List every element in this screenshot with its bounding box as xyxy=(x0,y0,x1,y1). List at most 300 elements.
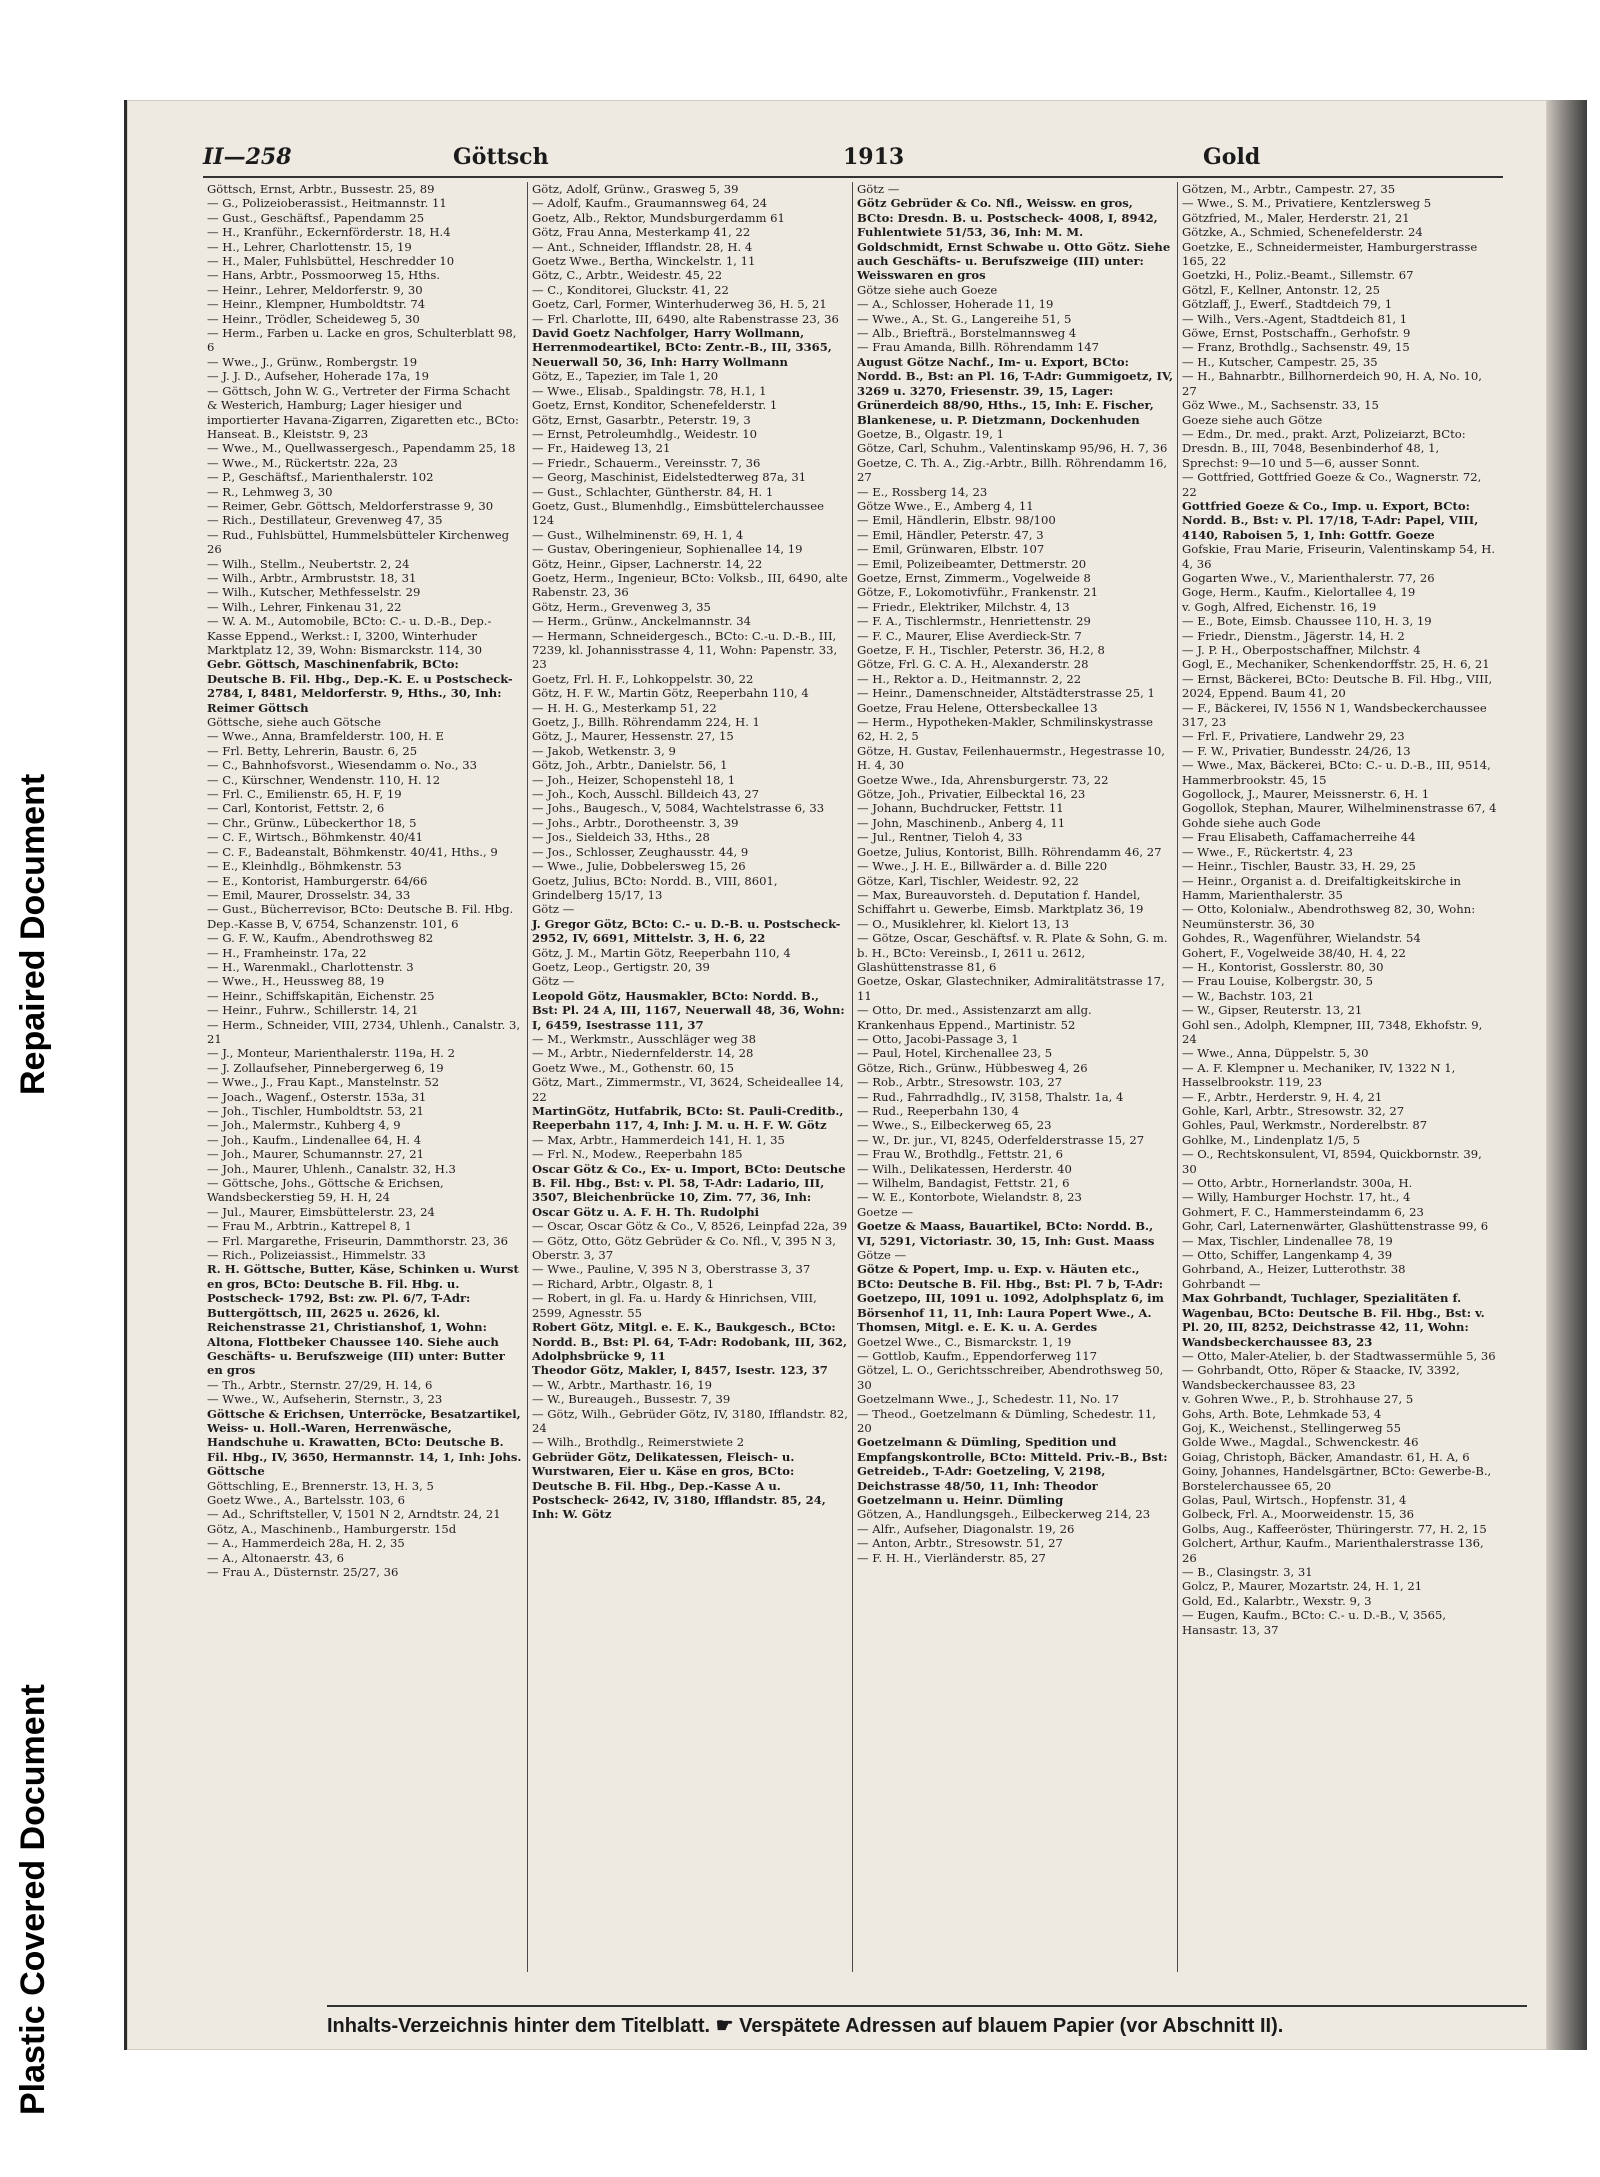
directory-entry: Goetz Wwe., M., Gothenstr. 60, 15 xyxy=(532,1060,735,1075)
directory-entry: Göttsche & Erichsen, Unterröcke, Besatzartikel, Weiss- u. Holl.-Waren, Herrenwäsche, Handschuhe u. Krawatten, BCto: Deutsche B. Fil. Hbg., IV, 3650, Hermannstr. 14, 1, Inh: Johs. Göttsche xyxy=(207,1406,522,1479)
directory-entry: Goetze, Julius, Kontorist, Billh. Röhrendamm 46, 27 xyxy=(857,844,1162,859)
directory-entry: — Friedr., Schauerm., Vereinsstr. 7, 36 xyxy=(532,455,761,470)
directory-entry: — Joh., Heizer, Schopenstehl 18, 1 xyxy=(532,772,736,787)
directory-entry: — Wwe., J., Frau Kapt., Manstelnstr. 52 xyxy=(207,1075,440,1090)
directory-entry: — Götz, Wilh., Gebrüder Götz, IV, 3180, Ifflandstr. 82, 24 xyxy=(532,1406,848,1435)
directory-entry: — Rich., Polizeiassist., Himmelstr. 33 xyxy=(207,1248,426,1263)
directory-entry: — M., Werkmstr., Ausschläger weg 38 xyxy=(532,1031,757,1046)
directory-entry: — Johs., Arbtr., Dorotheenstr. 3, 39 xyxy=(532,815,739,830)
directory-entry: — G., Polizeioberassist., Heitmannstr. 11 xyxy=(207,196,447,211)
directory-entry: — Joh., Maurer, Uhlenh., Canalstr. 32, H.3 xyxy=(207,1161,456,1176)
directory-entry: Goetzelmann & Dümling, Spedition und Empfangskontrolle, BCto: Mitteld. Priv.-B., Bst: Getreideb., T-Adr: Goetzeling, V, 2198, Deichstrasse 48/50, 11, Inh: Theodor Goetzelmann u. Heinr. Dümling xyxy=(857,1435,1168,1507)
directory-entry: Götz, J., Maurer, Hessenstr. 27, 15 xyxy=(532,729,734,744)
directory-entry: — Joh., Koch, Ausschl. Billdeich 43, 27 xyxy=(532,787,760,802)
directory-entry: — Jos., Schlosser, Zeughausstr. 44, 9 xyxy=(532,844,749,859)
directory-entry: — Heinr., Fuhrw., Schillerstr. 14, 21 xyxy=(207,1003,419,1018)
directory-entry: — H., Rektor a. D., Heitmannstr. 2, 22 xyxy=(857,671,1082,686)
directory-entry: Götz, A., Maschinenb., Hamburgerstr. 15d xyxy=(207,1521,457,1536)
directory-entry: — F., Bäckerei, IV, 1556 N 1, Wandsbeckerchaussee 317, 23 xyxy=(1182,700,1487,730)
directory-entry: Götz, C., Arbtr., Weidestr. 45, 22 xyxy=(532,268,723,283)
directory-entry: Götze, F., Lokomotivführ., Frankenstr. 21 xyxy=(857,585,1098,600)
directory-entry: — Ernst, Bäckerei, BCto: Deutsche B. Fil. Hbg., VIII, 2024, Eppend. Baum 41, 20 xyxy=(1182,671,1493,701)
directory-entry: Golas, Paul, Wirtsch., Hopfenstr. 31, 4 xyxy=(1182,1492,1407,1507)
directory-entry: Gohl sen., Adolph, Klempner, III, 7348, Ekhofstr. 9, 24 xyxy=(1182,1017,1483,1046)
directory-entry: — F., Arbtr., Herderstr. 9, H. 4, 21 xyxy=(1182,1089,1383,1104)
directory-entry: — Wwe., Pauline, V, 395 N 3, Oberstrasse 3, 37 xyxy=(532,1262,811,1277)
directory-entry: Götzl, F., Kellner, Antonstr. 12, 25 xyxy=(1182,282,1381,297)
directory-entry: Götz — xyxy=(532,974,575,989)
directory-entry: — Heinr., Schiffskapitän, Eichenstr. 25 xyxy=(207,988,435,1003)
directory-entry: Gogollock, J., Maurer, Meissnerstr. 6, H. 1 xyxy=(1182,787,1430,802)
directory-entry: — Gustav, Oberingenieur, Sophienallee 14, 19 xyxy=(532,542,803,557)
directory-entry: August Götze Nachf., Im- u. Export, BCto: Nordd. B., Bst: an Pl. 16, T-Adr: Gummigoetz, IV, 3269 u. 3270, Friesenstr. 39, 15, Lager: Grünerdeich 88/90, Hths., 15, Inh: E. Fischer, Blankenese, u. P. Dietzmann, Dockenhuden xyxy=(857,354,1173,427)
directory-entry: — E., Kontorist, Hamburgerstr. 64/66 xyxy=(207,873,428,888)
column-3 xyxy=(853,182,1178,1972)
directory-entry: — Rud., Fahrradhdlg., IV, 3158, Thalstr. 1a, 4 xyxy=(857,1089,1124,1104)
directory-entry: — Gust., Schlachter, Güntherstr. 84, H. 1 xyxy=(532,484,774,499)
directory-entry: — Franz, Brothdlg., Sachsenstr. 49, 15 xyxy=(1182,340,1410,355)
directory-entry: — Gottfried, Gottfried Goeze & Co., Wagnerstr. 72, 22 xyxy=(1182,470,1482,499)
directory-entry: Gottfried Goeze & Co., Imp. u. Export, BCto: Nordd. B., Bst: v. Pl. 17/18, T-Adr: Papel, VIII, 4140, Raboisen 5, 1, Inh: Gottfr. Goeze xyxy=(1182,498,1479,542)
directory-entry: J. Gregor Götz, BCto: C.- u. D.-B. u. Postscheck- 2952, IV, 6691, Mittelstr. 3, H. 6, 22 xyxy=(532,916,841,946)
directory-entry: Goetzelmann Wwe., J., Schedestr. 11, No. 17 xyxy=(857,1392,1119,1407)
directory-entry: — Wwe., Anna, Düppelstr. 5, 30 xyxy=(1182,1046,1369,1061)
directory-entry: — A., Hammerdeich 28a, H. 2, 35 xyxy=(207,1536,405,1551)
directory-entry: — Wwe., Anna, Bramfelderstr. 100, H. E xyxy=(207,729,444,744)
directory-entry: — Göttsche, Johs., Göttsche & Erichsen, Wandsbeckerstieg 59, H. H, 24 xyxy=(207,1176,444,1205)
directory-entry: MartinGötz, Hutfabrik, BCto: St. Pauli-Creditb., Reeperbahn 117, 4, Inh: J. M. u. H. F. W. Götz xyxy=(532,1104,844,1133)
directory-entry: Goetze & Maass, Bauartikel, BCto: Nordd. B., VI, 5291, Victoriastr. 30, 15, Inh: Gust. Maass xyxy=(857,1219,1155,1248)
directory-entry: Gofskie, Frau Marie, Friseurin, Valentinskamp 54, H. 4, 36 xyxy=(1182,542,1496,571)
directory-entry: — F. A., Tischlermstr., Henriettenstr. 29 xyxy=(857,614,1091,629)
directory-entry: Golde Wwe., Magdal., Schwenckestr. 46 xyxy=(1182,1435,1419,1450)
page-header xyxy=(203,140,1503,178)
directory-entry: — Wilh., Stellm., Neubertstr. 2, 24 xyxy=(207,556,410,571)
directory-entry: Goetz Wwe., Bertha, Winckelstr. 1, 11 xyxy=(532,254,756,269)
directory-entry: — Otto, Maler-Atelier, b. der Stadtwassermühle 5, 36 xyxy=(1182,1348,1496,1363)
directory-entry: — Wwe., F., Rückertstr. 4, 23 xyxy=(1182,844,1353,859)
directory-entry: Golchert, Arthur, Kaufm., Marienthalerstrasse 136, 26 xyxy=(1182,1536,1484,1565)
directory-entry: — Frl. Margarethe, Friseurin, Dammthorstr. 23, 36 xyxy=(207,1233,508,1248)
directory-entry: Gohlke, M., Lindenplatz 1/5, 5 xyxy=(1182,1132,1361,1147)
directory-entry: — Rob., Arbtr., Stresowstr. 103, 27 xyxy=(857,1075,1063,1090)
directory-entry: — Herm., Farben u. Lacke en gros, Schulterblatt 98, 6 xyxy=(207,326,517,355)
directory-entry: Gohs, Arth. Bote, Lehmkade 53, 4 xyxy=(1182,1406,1382,1421)
directory-entry: — Wwe., Elisab., Spaldingstr. 78, H.1, 1 xyxy=(532,383,767,398)
directory-entry: — B., Clasingstr. 3, 31 xyxy=(1182,1565,1313,1579)
directory-entry: — J. J. D., Aufseher, Hoherade 17a, 19 xyxy=(207,369,429,384)
directory-entry: — H., Kutscher, Campestr. 25, 35 xyxy=(1182,354,1378,369)
directory-entry: — Emil, Händler, Peterstr. 47, 3 xyxy=(857,527,1044,542)
directory-entry: Goetz, Frl. H. F., Lohkoppelstr. 30, 22 xyxy=(532,671,754,686)
side-label-strip xyxy=(0,0,100,2177)
directory-entry: — Max, Bureauvorsteh. d. Deputation f. Handel, Schiffahrt u. Gewerbe, Eimsb. Marktplatz 36, 19 xyxy=(857,887,1144,917)
directory-entry: — Frau M., Arbtrin., Kattrepel 8, 1 xyxy=(207,1219,412,1234)
directory-entry: Göttsch, Ernst, Arbtr., Bussestr. 25, 89 xyxy=(207,182,435,196)
directory-entry: — Ernst, Petroleumhdlg., Weidestr. 10 xyxy=(532,426,757,441)
directory-entry: Götze, H. Gustav, Feilenhauermstr., Hegestrasse 10, H. 4, 30 xyxy=(857,743,1165,773)
columns-container xyxy=(203,182,1503,1982)
directory-entry: Goetze, Oskar, Glastechniker, Admiralitätstrasse 17, 11 xyxy=(857,974,1165,1003)
directory-entry: — Heinr., Tischler, Baustr. 33, H. 29, 25 xyxy=(1182,859,1416,874)
directory-entry: Goetzki, H., Poliz.-Beamt., Sillemstr. 67 xyxy=(1182,268,1414,283)
column-1 xyxy=(203,182,528,1972)
directory-entry: Göttsche, siehe auch Götsche xyxy=(207,715,381,730)
directory-entry: — Frau Louise, Kolbergstr. 30, 5 xyxy=(1182,974,1373,989)
directory-entry: — O., Musiklehrer, kl. Kielort 13, 13 xyxy=(857,916,1070,931)
directory-entry: Gohles, Paul, Werkmstr., Norderelbstr. 87 xyxy=(1182,1118,1428,1133)
directory-entry: — Frl. Charlotte, III, 6490, alte Rabenstrasse 23, 36 xyxy=(532,311,839,326)
directory-entry: — Robert, in gl. Fa. u. Hardy & Hinrichsen, VIII, 2599, Agnesstr. 55 xyxy=(532,1291,817,1320)
directory-entry: — Otto, Jacobi-Passage 3, 1 xyxy=(857,1031,1019,1046)
directory-entry: — Götze, Oscar, Geschäftsf. v. R. Plate & Sohn, G. m. b. H., BCto: Vereinsb., I, 2611 u. 2612, Glashüttenstrasse 81, 6 xyxy=(857,931,1168,974)
directory-entry: Götze — xyxy=(857,1248,907,1263)
directory-entry: — Heinr., Lehrer, Meldorferstr. 9, 30 xyxy=(207,282,423,297)
directory-entry: Götz, J. M., Martin Götz, Reeperbahn 110, 4 xyxy=(532,945,791,960)
directory-entry: — Friedr., Elektriker, Milchstr. 4, 13 xyxy=(857,599,1070,614)
directory-entry: — Paul, Hotel, Kirchenallee 23, 5 xyxy=(857,1046,1053,1061)
directory-entry: — C. F., Wirtsch., Böhmkenstr. 40/41 xyxy=(207,830,423,845)
directory-entry: — J. Zollaufseher, Pinnebergerweg 6, 19 xyxy=(207,1060,444,1075)
directory-entry: — Frau Elisabeth, Caffamacherreihe 44 xyxy=(1182,830,1416,845)
directory-entry: — Herm., Schneider, VIII, 2734, Uhlenh., Canalstr. 3, 21 xyxy=(207,1017,521,1046)
directory-entry: — Max, Arbtr., Hammerdeich 141, H. 1, 35 xyxy=(532,1132,785,1147)
directory-entry: — Götz, Otto, Götz Gebrüder & Co. Nfl., V, 395 N 3, Oberstr. 3, 37 xyxy=(532,1233,836,1263)
directory-entry: — Wwe., A., St. G., Langereihe 51, 5 xyxy=(857,311,1072,326)
directory-entry: — H., Lehrer, Charlottenstr. 15, 19 xyxy=(207,239,412,254)
directory-entry: Götz — xyxy=(857,182,900,196)
directory-entry: Gohrbandt — xyxy=(1182,1276,1261,1291)
directory-entry: — C., Konditorei, Gluckstr. 41, 22 xyxy=(532,282,729,297)
directory-entry: — Wwe., Julie, Dobbelersweg 15, 26 xyxy=(532,859,746,874)
directory-entry: Goetze, C. Th. A., Zig.-Arbtr., Billh. Röhrendamm 16, 27 xyxy=(857,455,1168,485)
directory-entry: — W., Bureaugeh., Bussestr. 7, 39 xyxy=(532,1392,731,1407)
directory-entry: — Alfr., Aufseher, Diagonalstr. 19, 26 xyxy=(857,1521,1075,1536)
directory-entry: — Heinr., Damenschneider, Altstädterstrasse 25, 1 xyxy=(857,686,1155,701)
directory-entry: — Otto, Arbtr., Hornerlandstr. 300a, H. xyxy=(1182,1176,1413,1191)
directory-entry: Goiny, Johannes, Handelsgärtner, BCto: Gewerbe-B., Borstelerchaussee 65, 20 xyxy=(1182,1464,1492,1493)
directory-entry: — Th., Arbtr., Sternstr. 27/29, H. 14, 6 xyxy=(207,1377,433,1392)
directory-entry: Göwe, Ernst, Postschaffn., Gerhofstr. 9 xyxy=(1182,326,1411,341)
directory-entry: R. H. Göttsche, Butter, Käse, Schinken u. Wurst en gros, BCto: Deutsche B. Fil. Hbg. u. Postscheck- 1792, Bst: zw. Pl. 6/7, T-Adr: Buttergöttsch, III, 2625 u. 2626, kl. Reichenstrasse 21, Christianshof, 1, Wohn: Altona, Flottbeker Chaussee 140. Siehe auch Geschäfts- u. Berufszweige (III) unter: Butter en gros xyxy=(207,1262,519,1378)
directory-entry: — H. H. G., Mesterkamp 51, 22 xyxy=(532,700,717,715)
directory-entry: Theodor Götz, Makler, I, 8457, Isestr. 123, 37 xyxy=(532,1363,828,1378)
directory-entry: Golbeck, Frl. A., Moorweidenstr. 15, 36 xyxy=(1182,1507,1414,1522)
side-label-plastic: Plastic Covered Document xyxy=(14,1684,52,2115)
directory-entry: Gogl, E., Mechaniker, Schenkendorffstr. 25, H. 6, 21 xyxy=(1182,657,1490,672)
directory-entry: — Hans, Arbtr., Possmoorweg 15, Hths. xyxy=(207,268,441,283)
directory-entry: Götz, Frau Anna, Mesterkamp 41, 22 xyxy=(532,225,751,240)
directory-entry: — Frl. C., Emilienstr. 65, H. F, 19 xyxy=(207,787,402,802)
directory-entry: — Wilh., Brothdlg., Reimerstwiete 2 xyxy=(532,1435,745,1450)
directory-entry: Götz, Herm., Grevenweg 3, 35 xyxy=(532,599,711,614)
page-number: II—258 xyxy=(203,144,292,170)
directory-entry: — Carl, Kontorist, Fettstr. 2, 6 xyxy=(207,801,385,816)
directory-entry: Goetz, J., Billh. Röhrendamm 224, H. 1 xyxy=(532,715,760,730)
directory-entry: — C., Bahnhofsvorst., Wiesendamm o. No., 33 xyxy=(207,758,478,773)
directory-entry: — Alb., Briefträ., Borstelmannsweg 4 xyxy=(857,326,1077,341)
directory-entry: — Johs., Baugesch., V, 5084, Wachtelstrasse 6, 33 xyxy=(532,801,825,816)
directory-entry: Gogarten Wwe., V., Marienthalerstr. 77, 26 xyxy=(1182,570,1435,585)
directory-entry: Goj, K., Weichenst., Stellingerweg 55 xyxy=(1182,1420,1401,1435)
directory-entry: Gold, Ed., Kalarbtr., Wexstr. 9, 3 xyxy=(1182,1593,1372,1608)
directory-entry: — W., Bachstr. 103, 21 xyxy=(1182,988,1315,1003)
directory-entry: — Joh., Kaufm., Lindenallee 64, H. 4 xyxy=(207,1132,422,1147)
directory-entry: — Rud., Fuhlsbüttel, Hummelsbütteler Kirchenweg 26 xyxy=(207,527,510,557)
directory-entry: Götz, Ernst, Gasarbtr., Peterstr. 19, 3 xyxy=(532,412,751,427)
directory-entry: — Hermann, Schneidergesch., BCto: C.-u. D.-B., III, 7239, kl. Johannisstrasse 4, 11, Wohn: Papenstr. 33, 23 xyxy=(532,628,838,672)
directory-entry: — Edm., Dr. med., prakt. Arzt, Polizeiarzt, BCto: Dresdn. B., III, 7048, Besenbinderhof 48, 1, Sprechst: 9—10 und 5—6, ausser Sonnt. xyxy=(1182,426,1466,470)
directory-entry: Goetze, B., Olgastr. 19, 1 xyxy=(857,426,1004,441)
directory-entry: Gohrband, A., Heizer, Lutterothstr. 38 xyxy=(1182,1262,1406,1277)
directory-entry: — P., Geschäftsf., Marienthalerstr. 102 xyxy=(207,470,434,485)
directory-entry: — H., Kranführ., Eckernförderstr. 18, H.4 xyxy=(207,225,451,240)
header-year: 1913 xyxy=(843,144,905,170)
side-label-repaired: Repaired Document xyxy=(14,773,52,1095)
directory-entry: — C., Kürschner, Wendenstr. 110, H. 12 xyxy=(207,772,441,787)
directory-entry: — Otto, Schiffer, Langenkamp 4, 39 xyxy=(1182,1248,1393,1263)
directory-entry: Götzlaff, J., Ewerf., Stadtdeich 79, 1 xyxy=(1182,297,1393,312)
directory-entry: — Gust., Geschäftsf., Papendamm 25 xyxy=(207,210,425,225)
directory-entry: Gohdes, R., Wagenführer, Wielandstr. 54 xyxy=(1182,931,1421,946)
directory-entry: — Wilh., Kutscher, Methfesselstr. 29 xyxy=(207,585,421,600)
directory-entry: — Rich., Destillateur, Grevenweg 47, 35 xyxy=(207,513,443,528)
directory-entry: — Wilh., Arbtr., Armbruststr. 18, 31 xyxy=(207,570,417,585)
directory-entry: — Emil, Maurer, Drosselstr. 34, 33 xyxy=(207,887,411,902)
directory-entry: — O., Rechtskonsulent, VI, 8594, Quickbornstr. 39, 30 xyxy=(1182,1147,1482,1176)
directory-entry: Goetz, Gust., Blumenhdlg., Eimsbüttelerchaussee 124 xyxy=(532,498,824,528)
directory-entry: — Heinr., Organist a. d. Dreifaltigkeitskirche in Hamm, Marienthalerstr. 35 xyxy=(1182,873,1461,902)
directory-entry: — F. H. H., Vierländerstr. 85, 27 xyxy=(857,1550,1046,1565)
directory-entry: — W., Gipser, Reuterstr. 13, 21 xyxy=(1182,1003,1363,1018)
directory-entry: — Frau A., Düsternstr. 25/27, 36 xyxy=(207,1565,399,1579)
directory-entry: — C. F., Badeanstalt, Böhmkenstr. 40/41, Hths., 9 xyxy=(207,844,498,859)
directory-entry: — G. F. W., Kaufm., Abendrothsweg 82 xyxy=(207,931,434,946)
directory-entry: — Wwe., H., Heussweg 88, 19 xyxy=(207,974,385,989)
directory-entry: — Joh., Maurer, Schumannstr. 27, 21 xyxy=(207,1147,425,1162)
directory-entry: — Joh., Tischler, Humboldtstr. 53, 21 xyxy=(207,1104,424,1118)
directory-entry: — Otto, Kolonialw., Abendrothsweg 82, 30, Wohn: Neumünsterstr. 36, 30 xyxy=(1182,902,1476,931)
directory-entry: Robert Götz, Mitgl. e. E. K., Baukgesch., BCto: Nordd. B., Bst: Pl. 64, T-Adr: Rodobank, III, 362, Adolphsbrücke 9, 11 xyxy=(532,1320,848,1363)
directory-entry: — John, Maschinenb., Anberg 4, 11 xyxy=(857,815,1066,830)
directory-entry: — M., Arbtr., Niedernfelderstr. 14, 28 xyxy=(532,1046,754,1061)
directory-entry: — Herm., Hypotheken-Makler, Schmilinskystrasse 62, H. 2, 5 xyxy=(857,715,1154,744)
directory-entry: Götzel, L. O., Gerichtsschreiber, Abendrothsweg 50, 30 xyxy=(857,1363,1164,1392)
directory-entry: — H., Kontorist, Gosslerstr. 80, 30 xyxy=(1182,959,1384,974)
directory-entry: — Frl. Betty, Lehrerin, Baustr. 6, 25 xyxy=(207,743,418,758)
directory-entry: Götzen, A., Handlungsgeh., Eilbeckerweg 214, 23 xyxy=(857,1507,1151,1522)
directory-entry: Goetzel Wwe., C., Bismarckstr. 1, 19 xyxy=(857,1334,1072,1349)
directory-entry: — Frau W., Brothdlg., Fettstr. 21, 6 xyxy=(857,1147,1063,1162)
directory-entry: — Ant., Schneider, Ifflandstr. 28, H. 4 xyxy=(532,239,753,254)
directory-entry: — Wilhelm, Bandagist, Fettstr. 21, 6 xyxy=(857,1176,1070,1191)
directory-entry: Gebrüder Götz, Delikatessen, Fleisch- u. Wurstwaren, Eier u. Käse en gros, BCto: Deutsche B. Fil. Hbg., Dep.-Kasse A u. Postscheck- 2642, IV, 3180, Ifflandstr. 85, 24, Inh: W. Götz xyxy=(532,1449,826,1522)
directory-entry: — W., Dr. jur., VI, 8245, Oderfelderstrasse 15, 27 xyxy=(857,1132,1145,1147)
directory-entry: Goetze, Ernst, Zimmerm., Vogelweide 8 xyxy=(857,570,1091,585)
directory-entry: Göttschling, E., Brennerstr. 13, H. 3, 5 xyxy=(207,1478,434,1493)
directory-entry: — Gottlob, Kaufm., Eppendorferweg 117 xyxy=(857,1348,1097,1363)
directory-entry: Götzen, M., Arbtr., Campestr. 27, 35 xyxy=(1182,182,1396,196)
directory-entry: — H., Framheinstr. 17a, 22 xyxy=(207,945,367,960)
directory-entry: Götz, E., Tapezier, im Tale 1, 20 xyxy=(532,369,719,384)
directory-entry: — Frl. F., Privatiere, Landwehr 29, 23 xyxy=(1182,729,1405,744)
directory-entry: Götz Gebrüder & Co. Nfl., Weissw. en gros, BCto: Dresdn. B. u. Postscheck- 4008, I, 8942, Fuhlentwiete 51/53, 36, Inh: M. M. Goldschmidt, Ernst Schwabe u. Otto Götz. Siehe auch Geschäfts- u. Berufszweige (III) unter: Weisswaren en gros xyxy=(857,196,1171,283)
directory-entry: — E., Bote, Eimsb. Chaussee 110, H. 3, 19 xyxy=(1182,614,1432,629)
directory-entry: Götze siehe auch Goeze xyxy=(857,282,998,297)
directory-entry: — Fr., Haideweg 13, 21 xyxy=(532,441,671,456)
directory-entry: — Theod., Goetzelmann & Dümling, Schedestr. 11, 20 xyxy=(857,1406,1156,1435)
directory-entry: — H., Warenmakl., Charlottenstr. 3 xyxy=(207,959,414,974)
directory-entry: — Wwe., J., Grünw., Rombergstr. 19 xyxy=(207,354,418,369)
directory-entry: — Wilh., Lehrer, Finkenau 31, 22 xyxy=(207,599,402,614)
directory-entry: — Wilh., Vers.-Agent, Stadtdeich 81, 1 xyxy=(1182,311,1408,326)
directory-entry: — Wwe., J. H. E., Billwärder a. d. Bille 220 xyxy=(857,859,1108,874)
directory-entry: Götz, Heinr., Gipser, Lachnerstr. 14, 22 xyxy=(532,556,763,571)
directory-entry: — Otto, Dr. med., Assistenzarzt am allg. Krankenhaus Eppend., Martinistr. 52 xyxy=(857,1003,1092,1032)
column-2 xyxy=(528,182,853,1972)
directory-entry: Götze, Frl. G. C. A. H., Alexanderstr. 28 xyxy=(857,657,1089,672)
directory-entry: Götze & Popert, Imp. u. Exp. v. Häuten etc., BCto: Deutsche B. Fil. Hbg., Bst: Pl. 7 b, T-Adr: Goetzepo, III, 1091 u. 1092, Adolphsplatz 6, im Börsenhof 11, 11, Inh: Laura Popert Wwe., A. Thomsen, Mitgl. e. E. K. u. A. Gerdes xyxy=(857,1262,1164,1335)
directory-entry: — Heinr., Klempner, Humboldtstr. 74 xyxy=(207,297,426,312)
directory-entry: — Frl. N., Modew., Reeperbahn 185 xyxy=(532,1147,743,1162)
directory-entry: Gohert, F., Vogelweide 38/40, H. 4, 22 xyxy=(1182,945,1406,960)
directory-entry: Goetz, Leop., Gertigstr. 20, 39 xyxy=(532,959,710,974)
directory-entry: David Goetz Nachfolger, Harry Wollmann, Herrenmodeartikel, BCto: Zentr.-B., III, 3365, Neuerwall 50, 36, Inh: Harry Wollmann xyxy=(532,326,832,369)
directory-entry: Götz, Mart., Zimmermstr., VI, 3624, Scheideallee 14, 22 xyxy=(532,1075,844,1104)
column-4 xyxy=(1178,182,1503,1972)
directory-entry: — Ad., Schriftsteller, V, 1501 N 2, Arndtstr. 24, 21 xyxy=(207,1507,501,1522)
directory-entry: Götzfried, M., Maler, Herderstr. 21, 21 xyxy=(1182,210,1410,225)
directory-entry: Götze, Karl, Tischler, Weidestr. 92, 22 xyxy=(857,873,1079,888)
page-footer: Inhalts-Verzeichnis hinter dem Titelblatt. ☛ Verspätete Adressen auf blauem Papier (vor Abschnitt II). xyxy=(327,2005,1527,2038)
directory-entry: — R., Lehmweg 3, 30 xyxy=(207,484,333,499)
directory-entry: Götze Wwe., E., Amberg 4, 11 xyxy=(857,498,1034,513)
directory-entry: Götze, Rich., Grünw., Hübbesweg 4, 26 xyxy=(857,1060,1088,1075)
directory-entry: — W. E., Kontorbote, Wielandstr. 8, 23 xyxy=(857,1190,1082,1205)
directory-entry: — Herm., Grünw., Anckelmannstr. 34 xyxy=(532,614,751,629)
directory-entry: Gohde siehe auch Gode xyxy=(1182,815,1321,830)
directory-entry: — Emil, Polizeibeamter, Dettmerstr. 20 xyxy=(857,556,1087,571)
directory-entry: — Wilh., Delikatessen, Herderstr. 40 xyxy=(857,1161,1072,1176)
directory-entry: Goetze, Frau Helene, Ottersbeckallee 13 xyxy=(857,700,1098,715)
directory-entry: — W., Arbtr., Marthastr. 16, 19 xyxy=(532,1377,713,1392)
directory-entry: — Joach., Wagenf., Osterstr. 153a, 31 xyxy=(207,1089,427,1104)
directory-entry: — A., Altonaerstr. 43, 6 xyxy=(207,1550,344,1565)
directory-entry: — Chr., Grünw., Lübeckerthor 18, 5 xyxy=(207,815,417,830)
directory-entry: — Heinr., Trödler, Scheideweg 5, 30 xyxy=(207,311,420,326)
directory-entry: — Georg, Maschinist, Eidelstedterweg 87a, 31 xyxy=(532,470,807,485)
directory-entry: Gogollok, Stephan, Maurer, Wilhelminenstrasse 67, 4 xyxy=(1182,801,1497,816)
directory-entry: Götz, H. F. W., Martin Götz, Reeperbahn 110, 4 xyxy=(532,686,809,701)
directory-entry: — Gohrbandt, Otto, Röper & Staacke, IV, 3392, Wandsbeckerchaussee 83, 23 xyxy=(1182,1363,1460,1392)
directory-entry: — Frau Amanda, Billh. Röhrendamm 147 xyxy=(857,340,1100,355)
directory-entry: — Wwe., S. M., Privatiere, Kentzlersweg 5 xyxy=(1182,196,1432,211)
directory-entry: — Oscar, Oscar Götz & Co., V, 8526, Leinpfad 22a, 39 xyxy=(532,1219,848,1234)
directory-entry: Goetz, Alb., Rektor, Mundsburgerdamm 61 xyxy=(532,210,785,225)
directory-entry: — F. W., Privatier, Bundesstr. 24/26, 13 xyxy=(1182,743,1411,758)
directory-entry: Oscar Götz & Co., Ex- u. Import, BCto: Deutsche B. Fil. Hbg., Bst: v. Pl. 58, T-Adr: Ladario, III, 3507, Bleichenbrücke 10, Zim. 77, 36, Inh: Oscar Götz u. A. F. H. Th. Rudolphi xyxy=(532,1161,846,1219)
directory-entry: Goetze, F. H., Tischler, Peterstr. 36, H.2, 8 xyxy=(857,643,1105,657)
directory-entry: — Emil, Händlerin, Elbstr. 98/100 xyxy=(857,513,1056,528)
directory-entry: — W. A. M., Automobile, BCto: C.- u. D.-B., Dep.-Kasse Eppend., Werkst.: I, 3200, Winterhuder Marktplatz 12, 39, Wohn: Bismarckstr. 114, 30 xyxy=(207,614,492,657)
directory-entry: — Wwe., S., Eilbeckerweg 65, 23 xyxy=(857,1118,1052,1133)
directory-entry: — A., Schlosser, Hoherade 11, 19 xyxy=(857,297,1054,312)
directory-entry: — Willy, Hamburger Hochstr. 17, ht., 4 xyxy=(1182,1190,1411,1205)
directory-entry: — J., Monteur, Marienthalerstr. 119a, H. 2 xyxy=(207,1046,456,1061)
directory-entry: Gohle, Karl, Arbtr., Stresowstr. 32, 27 xyxy=(1182,1104,1405,1118)
directory-entry: Goetz, Carl, Former, Winterhuderweg 36, H. 5, 21 xyxy=(532,297,827,312)
directory-entry: — Gust., Bücherrevisor, BCto: Deutsche B. Fil. Hbg. Dep.-Kasse B, V, 6754, Schanzenstr. 101, 6 xyxy=(207,902,514,931)
directory-entry: — Wwe., W., Aufseherin, Sternstr., 3, 23 xyxy=(207,1392,443,1407)
directory-entry: — Eugen, Kaufm., BCto: C.- u. D.-B., V, 3565, Hansastr. 13, 37 xyxy=(1182,1608,1447,1637)
directory-entry: — Joh., Malermstr., Kuhberg 4, 9 xyxy=(207,1118,401,1133)
directory-entry: — Wwe., M., Quellwassergesch., Papendamm 25, 18 xyxy=(207,441,516,456)
directory-entry: — Jos., Sieldeich 33, Hths., 28 xyxy=(532,830,710,845)
directory-entry: Golcz, P., Maurer, Mozartstr. 24, H. 1, 21 xyxy=(1182,1579,1423,1594)
directory-entry: Goetz, Herm., Ingenieur, BCto: Volksb., III, 6490, alte Rabenstr. 23, 36 xyxy=(532,570,848,600)
directory-entry: Goetz, Julius, BCto: Nordd. B., VIII, 8601, Grindelberg 15/17, 13 xyxy=(532,873,778,902)
directory-entry: Gohr, Carl, Laternenwärter, Glashüttenstrasse 99, 6 xyxy=(1182,1219,1489,1234)
directory-entry: — Max, Tischler, Lindenallee 78, 19 xyxy=(1182,1233,1393,1248)
directory-entry: — Jakob, Wetkenstr. 3, 9 xyxy=(532,743,676,758)
directory-entry: — Friedr., Dienstm., Jägerstr. 14, H. 2 xyxy=(1182,628,1405,643)
directory-entry: — Anton, Arbtr., Stresowstr. 51, 27 xyxy=(857,1536,1063,1551)
header-left-word: Göttsch xyxy=(453,144,549,170)
directory-entry: Götz — xyxy=(532,902,575,917)
directory-entry: Goetze — xyxy=(857,1204,914,1219)
header-right-word: Gold xyxy=(1203,144,1261,170)
directory-page xyxy=(124,100,1547,2050)
directory-entry: — J. P. H., Oberpostschaffner, Milchstr. 4 xyxy=(1182,643,1421,657)
directory-entry: Goiag, Christoph, Bäcker, Amandastr. 61, H. A, 6 xyxy=(1182,1449,1470,1464)
directory-entry: — Johann, Buchdrucker, Fettstr. 11 xyxy=(857,801,1064,816)
directory-entry: Götz, Adolf, Grünw., Grasweg 5, 39 xyxy=(532,182,739,196)
directory-entry: — Jul., Rentner, Tieloh 4, 33 xyxy=(857,830,1023,845)
directory-entry: — E., Rossberg 14, 23 xyxy=(857,484,988,499)
directory-entry: Göz Wwe., M., Sachsenstr. 33, 15 xyxy=(1182,398,1379,413)
directory-entry: — Adolf, Kaufm., Graumannsweg 64, 24 xyxy=(532,196,768,211)
directory-entry: Gohmert, F. C., Hammersteindamm 6, 23 xyxy=(1182,1204,1424,1219)
directory-entry: Götzke, A., Schmied, Schenefelderstr. 24 xyxy=(1182,225,1423,240)
directory-entry: Götze, Joh., Privatier, Eilbecktal 16, 23 xyxy=(857,787,1086,802)
directory-entry: — Jul., Maurer, Eimsbüttelerstr. 23, 24 xyxy=(207,1204,435,1219)
directory-entry: Goeze siehe auch Götze xyxy=(1182,412,1323,427)
directory-entry: Max Gohrbandt, Tuchlager, Spezialitäten f. Wagenbau, BCto: Deutsche B. Fil. Hbg., Bst: v. Pl. 20, III, 8252, Deichstrasse 42, 11, Wohn: Wandsbeckerchaussee 83, 23 xyxy=(1182,1291,1485,1349)
directory-entry: Goetz Wwe., A., Bartelsstr. 103, 6 xyxy=(207,1492,406,1507)
directory-entry: — A. F. Klempner u. Mechaniker, IV, 1322 N 1, Hasselbrookstr. 119, 23 xyxy=(1182,1060,1456,1090)
directory-entry: Goetze Wwe., Ida, Ahrensburgerstr. 73, 22 xyxy=(857,772,1109,787)
directory-entry: Gebr. Göttsch, Maschinenfabrik, BCto: Deutsche B. Fil. Hbg., Dep.-K. E. u Postscheck- 2784, I, 8481, Meldorferstr. 9, Hths., 30, Inh: Reimer Göttsch xyxy=(207,657,513,715)
directory-entry: — E., Kleinhdlg., Böhmkenstr. 53 xyxy=(207,859,402,874)
directory-entry: — F. C., Maurer, Elise Averdieck-Str. 7 xyxy=(857,628,1082,643)
directory-entry: — Reimer, Gebr. Göttsch, Meldorferstrasse 9, 30 xyxy=(207,498,494,513)
directory-entry: Golbs, Aug., Kaffeeröster, Thüringerstr. 77, H. 2, 15 xyxy=(1182,1521,1487,1536)
directory-entry: Götze, Carl, Schuhm., Valentinskamp 95/96, H. 7, 36 xyxy=(857,441,1168,456)
directory-entry: Goetzke, E., Schneidermeister, Hamburgerstrasse 165, 22 xyxy=(1182,239,1478,269)
directory-entry: Goetz, Ernst, Konditor, Schenefelderstr. 1 xyxy=(532,398,778,413)
directory-entry: — Gust., Wilhelminenstr. 69, H. 1, 4 xyxy=(532,527,744,542)
directory-entry: — Emil, Grünwaren, Elbstr. 107 xyxy=(857,542,1045,557)
directory-entry: Leopold Götz, Hausmakler, BCto: Nordd. B., Bst: Pl. 24 A, III, 1167, Neuerwall 48, 36, Wohn: I, 6459, Isestrasse 111, 37 xyxy=(532,988,845,1032)
directory-entry: v. Gogh, Alfred, Eichenstr. 16, 19 xyxy=(1182,599,1377,614)
directory-entry: — Wwe., M., Rückertstr. 22a, 23 xyxy=(207,455,398,470)
directory-entry: — Wwe., Max, Bäckerei, BCto: C.- u. D.-B., III, 9514, Hammerbrookstr. 45, 15 xyxy=(1182,758,1491,787)
directory-entry: — Göttsch, John W. G., Vertreter der Firma Schacht & Westerich, Hamburg; Lager hiesiger und importierter Havana-Zigarren, Zigaretten etc., BCto: Hanseat. B., Kleiststr. 9, 23 xyxy=(207,383,519,441)
directory-entry: — Rud., Reeperbahn 130, 4 xyxy=(857,1104,1020,1118)
directory-entry: — H., Maler, Fuhlsbüttel, Heschredder 10 xyxy=(207,254,455,269)
directory-entry: — H., Bahnarbtr., Billhornerdeich 90, H. A, No. 10, 27 xyxy=(1182,369,1482,398)
directory-entry: Goge, Herm., Kaufm., Kielortallee 4, 19 xyxy=(1182,585,1416,600)
